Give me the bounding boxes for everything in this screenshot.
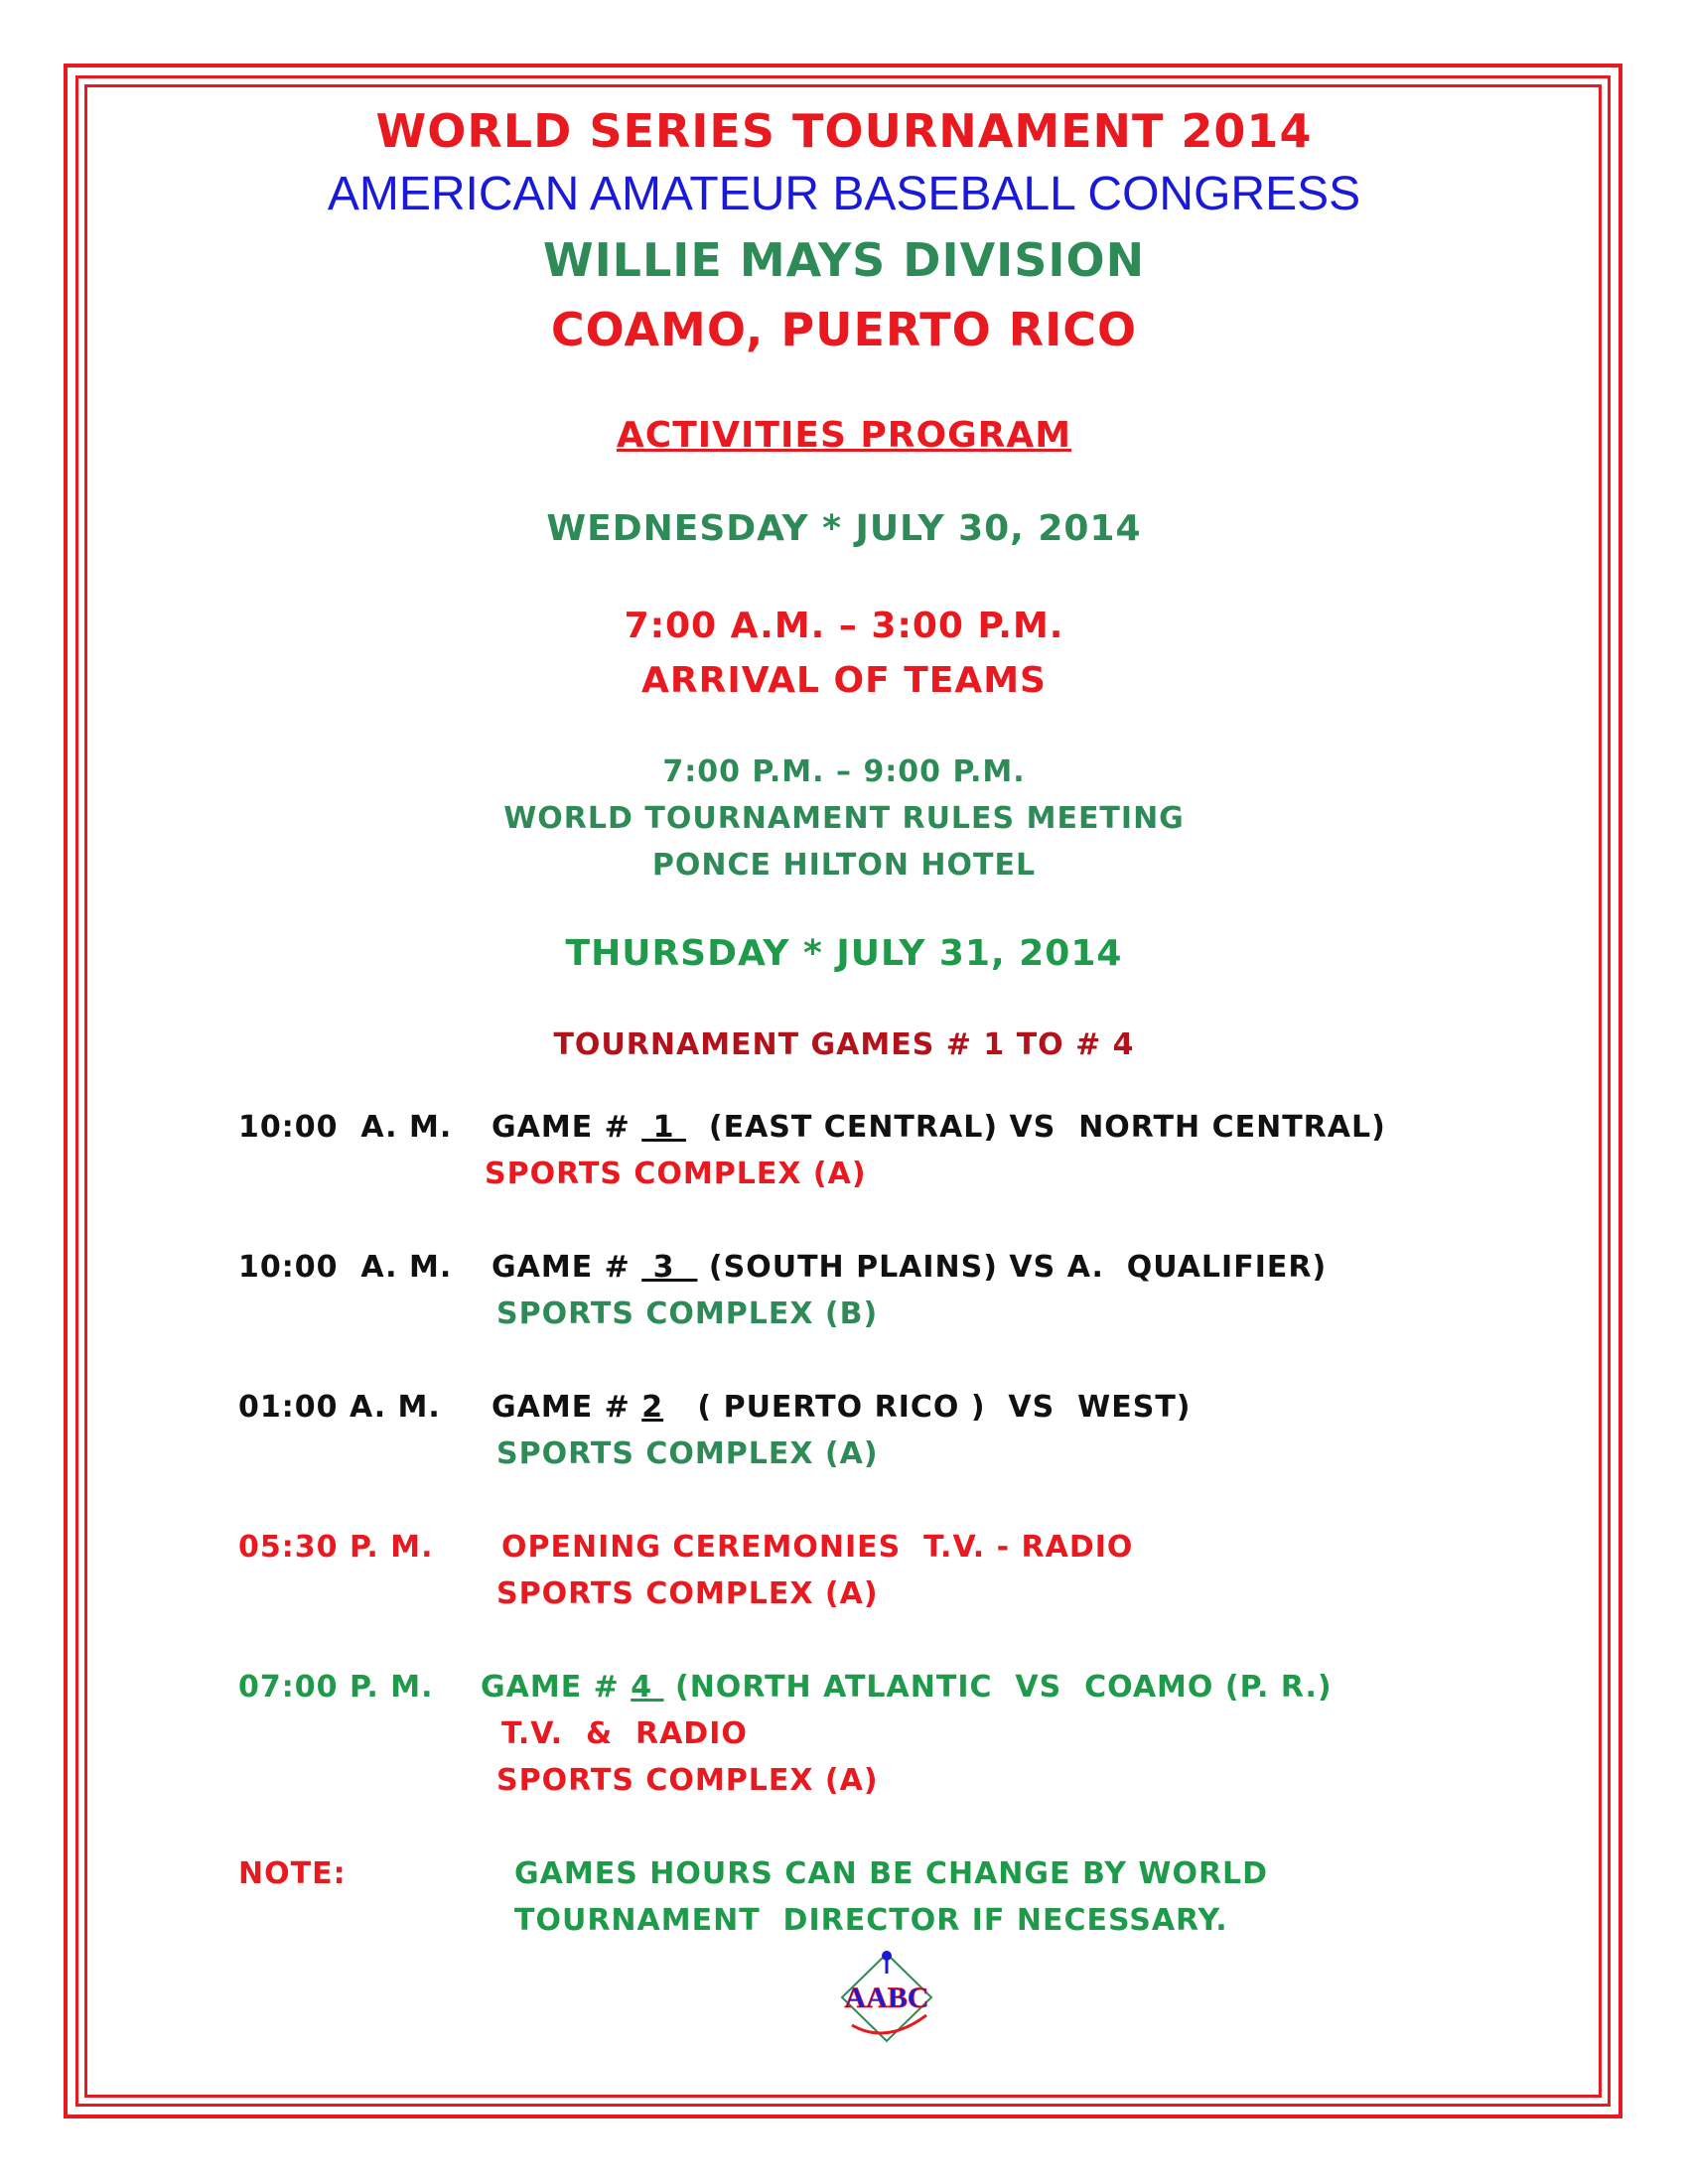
wednesday-date: WEDNESDAY * JULY 30, 2014 xyxy=(546,508,1142,549)
game-line xyxy=(492,1250,1327,1285)
game-prefix: GAME # xyxy=(492,1390,642,1425)
event-time: 07:00 P. M. xyxy=(238,1670,434,1705)
game-teams: (EAST CENTRAL) VS NORTH CENTRAL) xyxy=(685,1110,1386,1145)
event-extra: T.V. & RADIO xyxy=(501,1716,748,1751)
event-time: 01:00 A. M. xyxy=(238,1390,441,1425)
game-prefix: GAME # xyxy=(492,1250,642,1285)
page-border xyxy=(64,64,1622,2118)
meeting-label: WORLD TOURNAMENT RULES MEETING xyxy=(503,801,1185,836)
arrival-label: ARRIVAL OF TEAMS xyxy=(641,660,1047,701)
event-venue: SPORTS COMPLEX (A) xyxy=(496,1763,879,1798)
event-venue: SPORTS COMPLEX (A) xyxy=(485,1157,867,1191)
game-number: 1 xyxy=(641,1110,686,1145)
meeting-place: PONCE HILTON HOTEL xyxy=(651,848,1037,883)
game-prefix: GAME # xyxy=(481,1670,632,1705)
game-teams: ( PUERTO RICO ) VS WEST) xyxy=(663,1390,1192,1425)
note-line-1: GAMES HOURS CAN BE CHANGE BY WORLD xyxy=(514,1856,1269,1891)
aabc-logo-icon xyxy=(832,1946,941,2045)
games-title: TOURNAMENT GAMES # 1 TO # 4 xyxy=(553,1027,1135,1062)
game-number: 2 xyxy=(641,1390,664,1425)
division-name: WILLIE MAYS DIVISION xyxy=(542,233,1146,287)
organization-name: AMERICAN AMATEUR BASEBALL CONGRESS xyxy=(327,168,1361,220)
game-number: 3 xyxy=(641,1250,698,1285)
event-venue: SPORTS COMPLEX (A) xyxy=(496,1576,879,1611)
logo-text: AABC xyxy=(844,1981,929,2014)
game-teams: (SOUTH PLAINS) VS A. QUALIFIER) xyxy=(697,1250,1328,1285)
program-title: ACTIVITIES PROGRAM xyxy=(616,415,1072,456)
game-line xyxy=(492,1110,1386,1145)
event-venue: SPORTS COMPLEX (A) xyxy=(496,1436,879,1471)
game-number: 4 xyxy=(631,1670,664,1705)
game-teams: (NORTH ATLANTIC VS COAMO (P. R.) xyxy=(663,1670,1333,1705)
game-line xyxy=(481,1670,1333,1705)
page-border-middle xyxy=(75,75,1611,2107)
event-time: 10:00 A. M. xyxy=(238,1110,453,1145)
event-label: OPENING CEREMONIES T.V. - RADIO xyxy=(501,1530,1134,1565)
game-line xyxy=(492,1390,1192,1425)
arrival-time: 7:00 A.M. – 3:00 P.M. xyxy=(624,606,1064,646)
note-line-2: TOURNAMENT DIRECTOR IF NECESSARY. xyxy=(514,1903,1228,1938)
note-label: NOTE: xyxy=(238,1856,347,1891)
thursday-date: THURSDAY * JULY 31, 2014 xyxy=(565,933,1123,974)
tournament-title: WORLD SERIES TOURNAMENT 2014 xyxy=(375,104,1313,158)
aabc-logo-graphic xyxy=(832,1946,941,2045)
game-prefix: GAME # xyxy=(492,1110,642,1145)
event-time: 05:30 P. M. xyxy=(238,1530,434,1565)
meeting-time: 7:00 P.M. – 9:00 P.M. xyxy=(662,754,1026,789)
location: COAMO, PUERTO RICO xyxy=(550,303,1138,356)
event-time: 10:00 A. M. xyxy=(238,1250,453,1285)
event-venue: SPORTS COMPLEX (B) xyxy=(496,1297,879,1331)
